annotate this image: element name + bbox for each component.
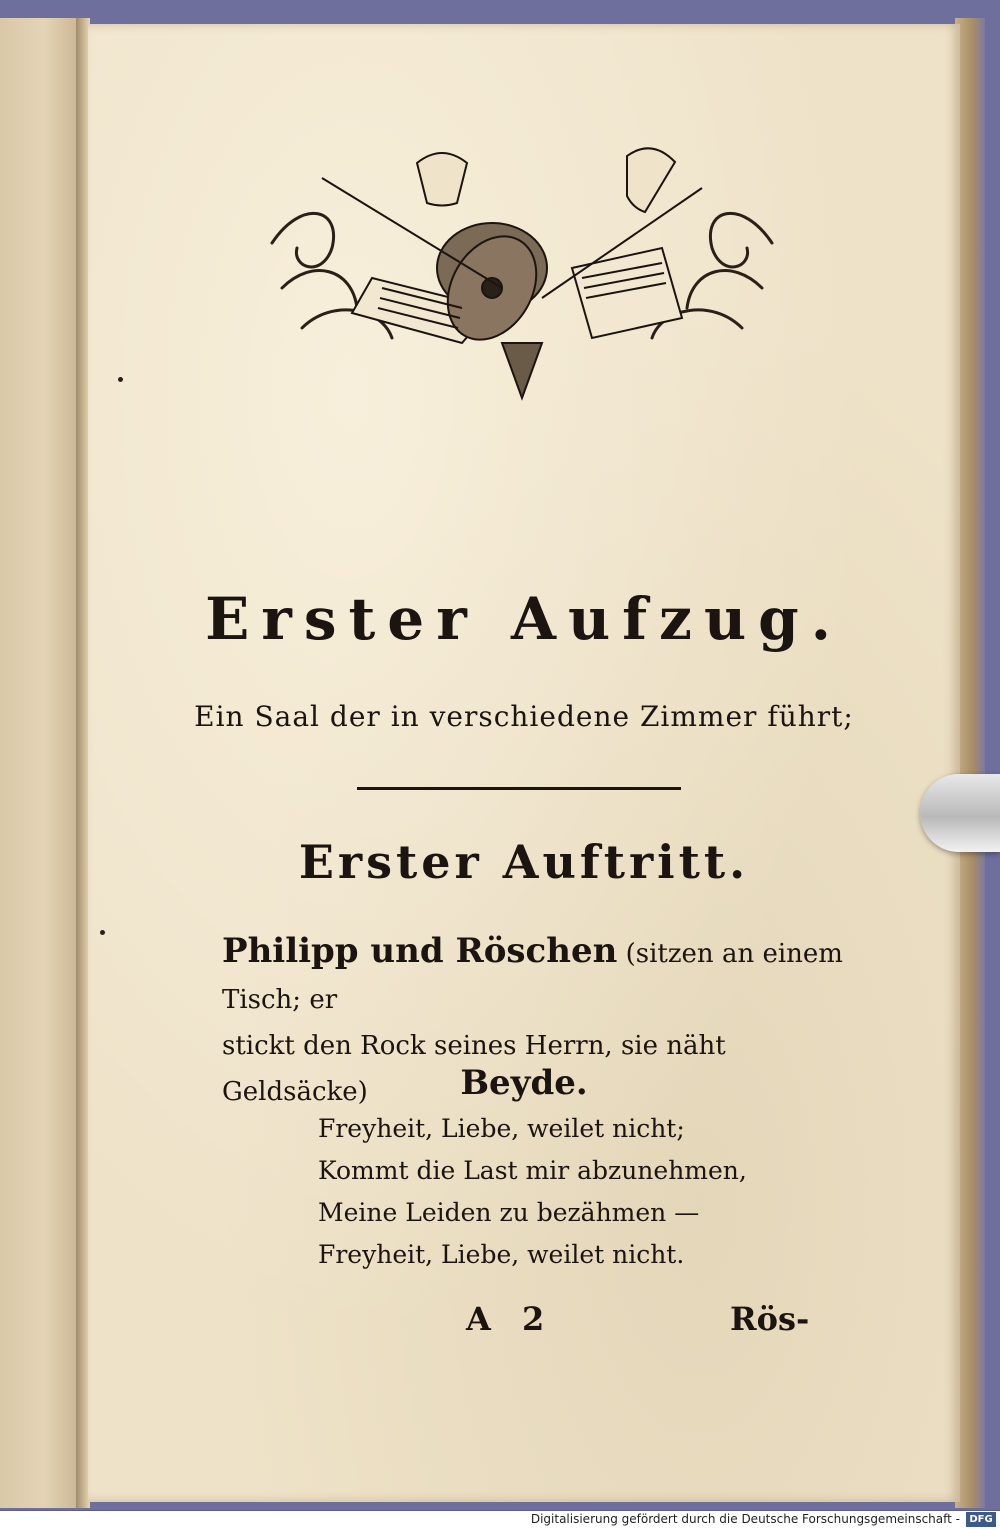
signature-mark: A 2 xyxy=(466,1300,555,1338)
verse-line: Freyheit, Liebe, weilet nicht. xyxy=(318,1240,685,1269)
verse-block xyxy=(318,1108,798,1276)
stage-direction-line-1: (sitzen an einem Tisch; er xyxy=(222,939,843,1015)
setting-line: Ein Saal der in verschiedene Zimmer führt; xyxy=(194,700,854,733)
credit-bar xyxy=(0,1511,1000,1529)
character-names: Philipp und Röschen xyxy=(222,931,618,971)
scene-title: Erster Auftritt. xyxy=(298,835,750,889)
verse-line: Meine Leiden zu bezähmen — xyxy=(318,1198,700,1227)
dfg-logo: DFG xyxy=(966,1512,996,1527)
verse-line: Kommt die Last mir abzunehmen, xyxy=(318,1156,747,1185)
previous-page-edge xyxy=(0,18,80,1508)
credit-text: Digitalisierung gefördert durch die Deutsche Forschungsgemeinschaft - xyxy=(530,1512,960,1526)
divider-rule xyxy=(357,787,681,790)
ink-speck xyxy=(118,377,123,382)
act-title: Erster Aufzug. xyxy=(205,585,843,653)
speaker-label: Beyde. xyxy=(460,1063,588,1103)
ink-speck xyxy=(100,930,105,935)
catchword: Rös- xyxy=(730,1300,810,1338)
stage-direction-line-2: stickt den Rock seines Herrn, sie näht Geldsäcke) xyxy=(222,1031,726,1107)
verse-line: Freyheit, Liebe, weilet nicht; xyxy=(318,1114,685,1143)
musical-instruments-vignette xyxy=(262,138,782,406)
